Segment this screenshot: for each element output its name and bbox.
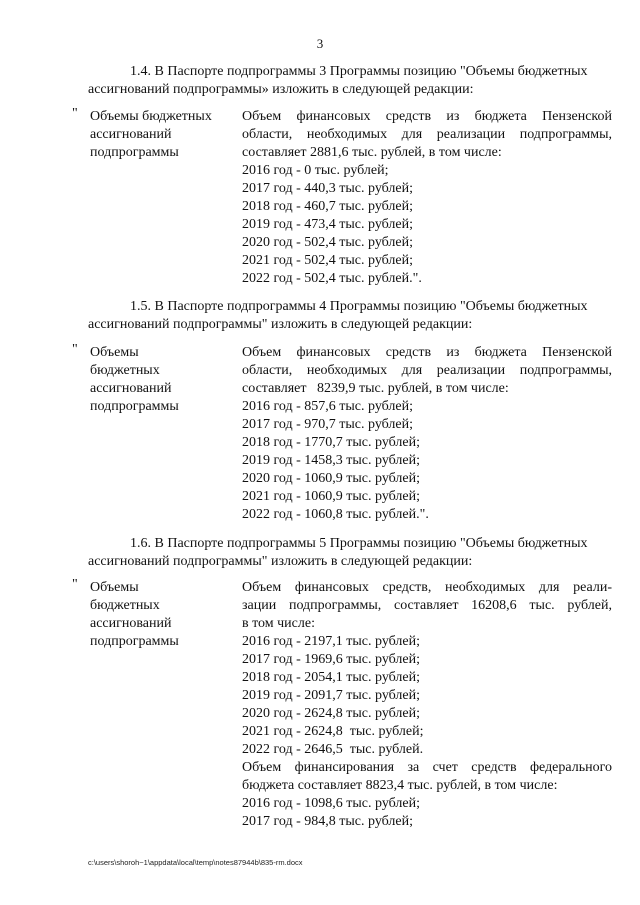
- value-line: Объем финансовых средств, необходимых для реали-: [242, 580, 612, 595]
- year-line: 2022 год - 1060,8 тыс. рублей.".: [242, 507, 429, 522]
- intro-line: ассигнований подпрограммы" изложить в следующей редакции:: [88, 317, 473, 332]
- year-line: 2020 год - 2624,8 тыс. рублей;: [242, 706, 421, 721]
- label-line: Объемы бюджетных: [90, 109, 212, 124]
- value-line: составляет 2881,6 тыс. рублей, в том числе:: [242, 145, 502, 160]
- year-line: 2022 год - 2646,5 тыс. рублей.: [242, 742, 424, 757]
- label-line: ассигнований: [90, 381, 172, 396]
- opening-quote: ": [72, 577, 78, 592]
- row-value: [242, 579, 612, 831]
- opening-quote: ": [72, 342, 78, 357]
- row-value: [242, 344, 612, 524]
- intro-line: ассигнований подпрограммы" изложить в следующей редакции:: [88, 554, 473, 569]
- label-line: Объемы: [90, 580, 139, 595]
- row-value: [242, 108, 612, 288]
- label-line: бюджетных: [90, 363, 160, 378]
- label-line: подпрограммы: [90, 399, 179, 414]
- year-line: 2019 год - 1458,3 тыс. рублей;: [242, 453, 421, 468]
- value-line: зации подпрограммы, составляет 16208,6 тыс. рублей,: [242, 598, 612, 613]
- value-line: составляет 8239,9 тыс. рублей, в том числе:: [242, 381, 509, 396]
- label-line: ассигнований: [90, 616, 172, 631]
- year-line: 2022 год - 502,4 тыс. рублей.".: [242, 271, 422, 286]
- value-line: Объем финансовых средств из бюджета Пензенской: [242, 109, 612, 124]
- value-line: Объем финансирования за счет средств федерального: [242, 760, 612, 775]
- opening-quote: ": [72, 106, 78, 121]
- file-path-footer: c:\users\shoroh~1\appdata\local\temp\notes87944b\835-rm.docx: [88, 858, 303, 867]
- intro-line: 1.5. В Паспорте подпрограммы 4 Программы позицию "Объемы бюджетных: [130, 299, 588, 314]
- year-line: 2021 год - 1060,9 тыс. рублей;: [242, 489, 421, 504]
- year-line: 2018 год - 1770,7 тыс. рублей;: [242, 435, 421, 450]
- year-line: 2018 год - 2054,1 тыс. рублей;: [242, 670, 421, 685]
- label-line: Объемы: [90, 345, 139, 360]
- year-line: 2019 год - 2091,7 тыс. рублей;: [242, 688, 421, 703]
- value-line: области, необходимых для реализации подпрограммы,: [242, 127, 612, 142]
- value-line: Объем финансовых средств из бюджета Пензенской: [242, 345, 612, 360]
- label-line: бюджетных: [90, 598, 160, 613]
- year-line: 2019 год - 473,4 тыс. рублей;: [242, 217, 414, 232]
- row-label: [90, 579, 230, 651]
- year-line: 2020 год - 502,4 тыс. рублей;: [242, 235, 414, 250]
- value-line: в том числе:: [242, 616, 315, 631]
- year-line: 2017 год - 440,3 тыс. рублей;: [242, 181, 414, 196]
- value-line: бюджета составляет 8823,4 тыс. рублей, в том числе:: [242, 778, 558, 793]
- year-line: 2021 год - 502,4 тыс. рублей;: [242, 253, 414, 268]
- intro-line: 1.4. В Паспорте подпрограммы 3 Программы позицию "Объемы бюджетных: [130, 64, 588, 79]
- intro-line: 1.6. В Паспорте подпрограммы 5 Программы позицию "Объемы бюджетных: [130, 536, 588, 551]
- year-line: 2017 год - 1969,6 тыс. рублей;: [242, 652, 421, 667]
- intro-line: ассигнований подпрограммы» изложить в следующей редакции:: [88, 82, 474, 97]
- year-line: 2021 год - 2624,8 тыс. рублей;: [242, 724, 424, 739]
- value-line: области, необходимых для реализации подпрограммы,: [242, 363, 612, 378]
- section-1-6-intro: [88, 535, 612, 571]
- label-line: подпрограммы: [90, 634, 179, 649]
- row-label: [90, 108, 230, 162]
- year-line: 2016 год - 1098,6 тыс. рублей;: [242, 796, 421, 811]
- year-line: 2016 год - 857,6 тыс. рублей;: [242, 399, 414, 414]
- page-number: 3: [316, 36, 324, 51]
- year-line: 2016 год - 2197,1 тыс. рублей;: [242, 634, 421, 649]
- year-line: 2017 год - 984,8 тыс. рублей;: [242, 814, 414, 829]
- year-line: 2018 год - 460,7 тыс. рублей;: [242, 199, 414, 214]
- section-1-5-intro: [88, 298, 612, 334]
- label-line: подпрограммы: [90, 145, 179, 160]
- label-line: ассигнований: [90, 127, 172, 142]
- year-line: 2020 год - 1060,9 тыс. рублей;: [242, 471, 421, 486]
- row-label: [90, 344, 230, 416]
- year-line: 2017 год - 970,7 тыс. рублей;: [242, 417, 414, 432]
- year-line: 2016 год - 0 тыс. рублей;: [242, 163, 389, 178]
- section-1-4-intro: [88, 63, 612, 99]
